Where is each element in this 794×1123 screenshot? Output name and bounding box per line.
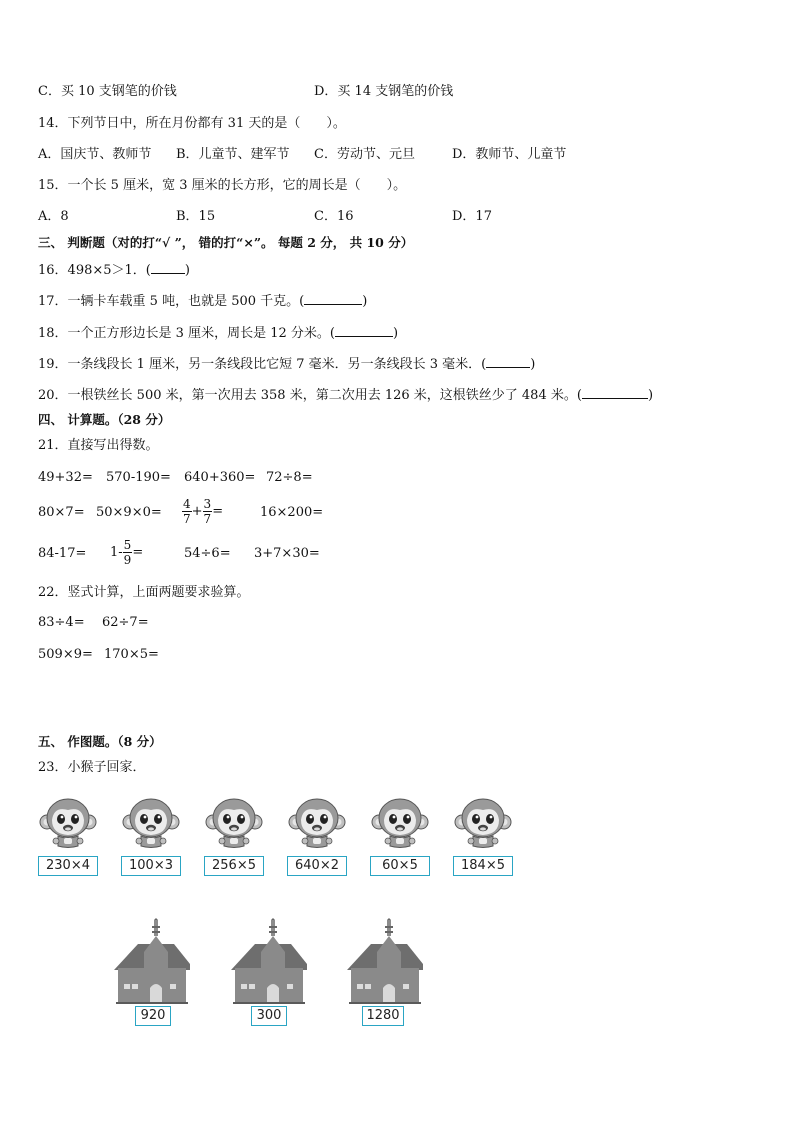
- q17-close: ): [362, 294, 368, 309]
- monkey-expression-box: 230×4: [38, 856, 98, 876]
- section-5-title: 五、 作图题。（8 分）: [38, 734, 162, 749]
- q15-stem: 15．一个长 5 厘米，宽 3 厘米的长方形，它的周长是（ ）。: [38, 178, 407, 193]
- q19-close: ): [530, 357, 536, 372]
- q14-option-d: D．教师节、儿童节: [452, 147, 567, 162]
- house-icon: [347, 918, 423, 1008]
- section-4-title: 四、 计算题。（28 分）: [38, 412, 171, 427]
- q14-option-b: B．儿童节、建军节: [176, 147, 290, 162]
- q15-option-a: A．8: [38, 209, 69, 224]
- q18-answer-blank[interactable]: [335, 324, 393, 337]
- fraction-three-sevenths: [203, 497, 213, 526]
- q22-stem: 22．竖式计算，上面两题要求验算。: [38, 585, 250, 600]
- monkey-icon: [121, 794, 181, 850]
- q22-row2-b: 170×5=: [104, 647, 159, 662]
- q18-text: 18．一个正方形边长是 3 厘米，周长是 12 分米。(: [38, 326, 335, 341]
- q16-text: 16．498×5＞1．(: [38, 263, 151, 278]
- q21-row2-a: 80×7=: [38, 505, 85, 520]
- q21-row2-d: 16×200=: [260, 505, 324, 520]
- monkey-expression-box: 640×2: [287, 856, 347, 876]
- fraction-four-sevenths: [182, 497, 192, 526]
- monkey-expression-box: 100×3: [121, 856, 181, 876]
- monkey-icon: [38, 794, 98, 850]
- section-3-title: 三、 判断题（对的打“√ ”， 错的打“×”。 每题 2 分， 共 10 分）: [38, 235, 414, 250]
- fraction-numerator: 4: [183, 497, 191, 511]
- q21-row2-b: 50×9×0=: [96, 505, 162, 520]
- q21-row3-d: 3+7×30=: [254, 546, 320, 561]
- monkey-icon: [370, 794, 430, 850]
- q22-row2-a: 509×9=: [38, 647, 93, 662]
- q14-option-c: C．劳动节、元旦: [314, 147, 415, 162]
- monkey-expression-box: 184×5: [453, 856, 513, 876]
- q17-text: 17．一辆卡车载重 5 吨，也就是 500 千克。(: [38, 294, 305, 309]
- q22-row1-b: 62÷7=: [102, 615, 149, 630]
- q23-stem: 23．小猴子回家．: [38, 760, 146, 775]
- fraction-denominator: 7: [203, 512, 212, 526]
- q20-answer-blank[interactable]: [582, 386, 648, 399]
- q21-row1-a: 49+32=: [38, 470, 93, 485]
- fraction-denominator: 9: [123, 553, 132, 567]
- fraction-numerator: 5: [123, 538, 132, 552]
- q20-text: 20．一根铁丝长 500 米，第一次用去 358 米，第二次用去 126 米，这根铁丝少了 484 米。(: [38, 388, 582, 403]
- q13-option-d: D．买 14 支钢笔的价钱: [314, 84, 454, 99]
- q19-text: 19．一条线段长 1 厘米，另一条线段比它短 7 毫米．另一条线段长 3 毫米．(: [38, 357, 487, 372]
- monkey-icon: [204, 794, 264, 850]
- house-icon: [114, 918, 190, 1008]
- q21-row3-c: 54÷6=: [184, 546, 231, 561]
- house-value-box: 1280: [362, 1006, 404, 1026]
- plus-sign: +: [191, 504, 203, 519]
- equals-sign: =: [132, 545, 144, 560]
- q20-close: ): [647, 388, 654, 403]
- house-value-box: 300: [251, 1006, 287, 1026]
- q15-option-c: C．16: [314, 209, 354, 224]
- q17: [38, 292, 367, 310]
- q19: [38, 355, 535, 373]
- monkey-expression-box: 60×5: [370, 856, 430, 876]
- q16: [38, 261, 190, 279]
- equals-sign: =: [212, 504, 224, 519]
- q16-close: ): [184, 263, 190, 278]
- q21-row2-fraction-sum: [182, 493, 223, 531]
- house-icon: [231, 918, 307, 1008]
- q18-close: ): [392, 326, 399, 341]
- q22-row1-a: 83÷4=: [38, 615, 85, 630]
- q16-answer-blank[interactable]: [151, 261, 185, 274]
- fraction-five-ninths: [123, 538, 133, 567]
- q21-row3-b: [110, 534, 143, 572]
- q17-answer-blank[interactable]: [304, 292, 362, 305]
- house-value-box: 920: [135, 1006, 171, 1026]
- fraction-numerator: 3: [203, 497, 212, 511]
- fraction-denominator: 7: [183, 512, 191, 526]
- one-minus: 1-: [110, 545, 123, 560]
- q14-option-a: A．国庆节、教师节: [38, 147, 152, 162]
- q18: [38, 324, 398, 342]
- q19-answer-blank[interactable]: [486, 355, 530, 368]
- monkey-expression-box: 256×5: [204, 856, 264, 876]
- q21-stem: 21．直接写出得数。: [38, 438, 159, 453]
- q13-option-c: C．买 10 支钢笔的价钱: [38, 84, 177, 99]
- monkey-icon: [287, 794, 347, 850]
- q21-row1-d: 72÷8=: [266, 470, 313, 485]
- q21-row1-b: 570-190=: [106, 470, 171, 485]
- monkey-icon: [453, 794, 513, 850]
- q15-option-d: D．17: [452, 209, 492, 224]
- q21-row1-c: 640+360=: [184, 470, 256, 485]
- q15-option-b: B．15: [176, 209, 216, 224]
- q20: [38, 386, 653, 404]
- q14-stem: 14．下列节日中，所在月份都有 31 天的是（ ）。: [38, 116, 346, 131]
- q21-row3-a: 84-17=: [38, 546, 87, 561]
